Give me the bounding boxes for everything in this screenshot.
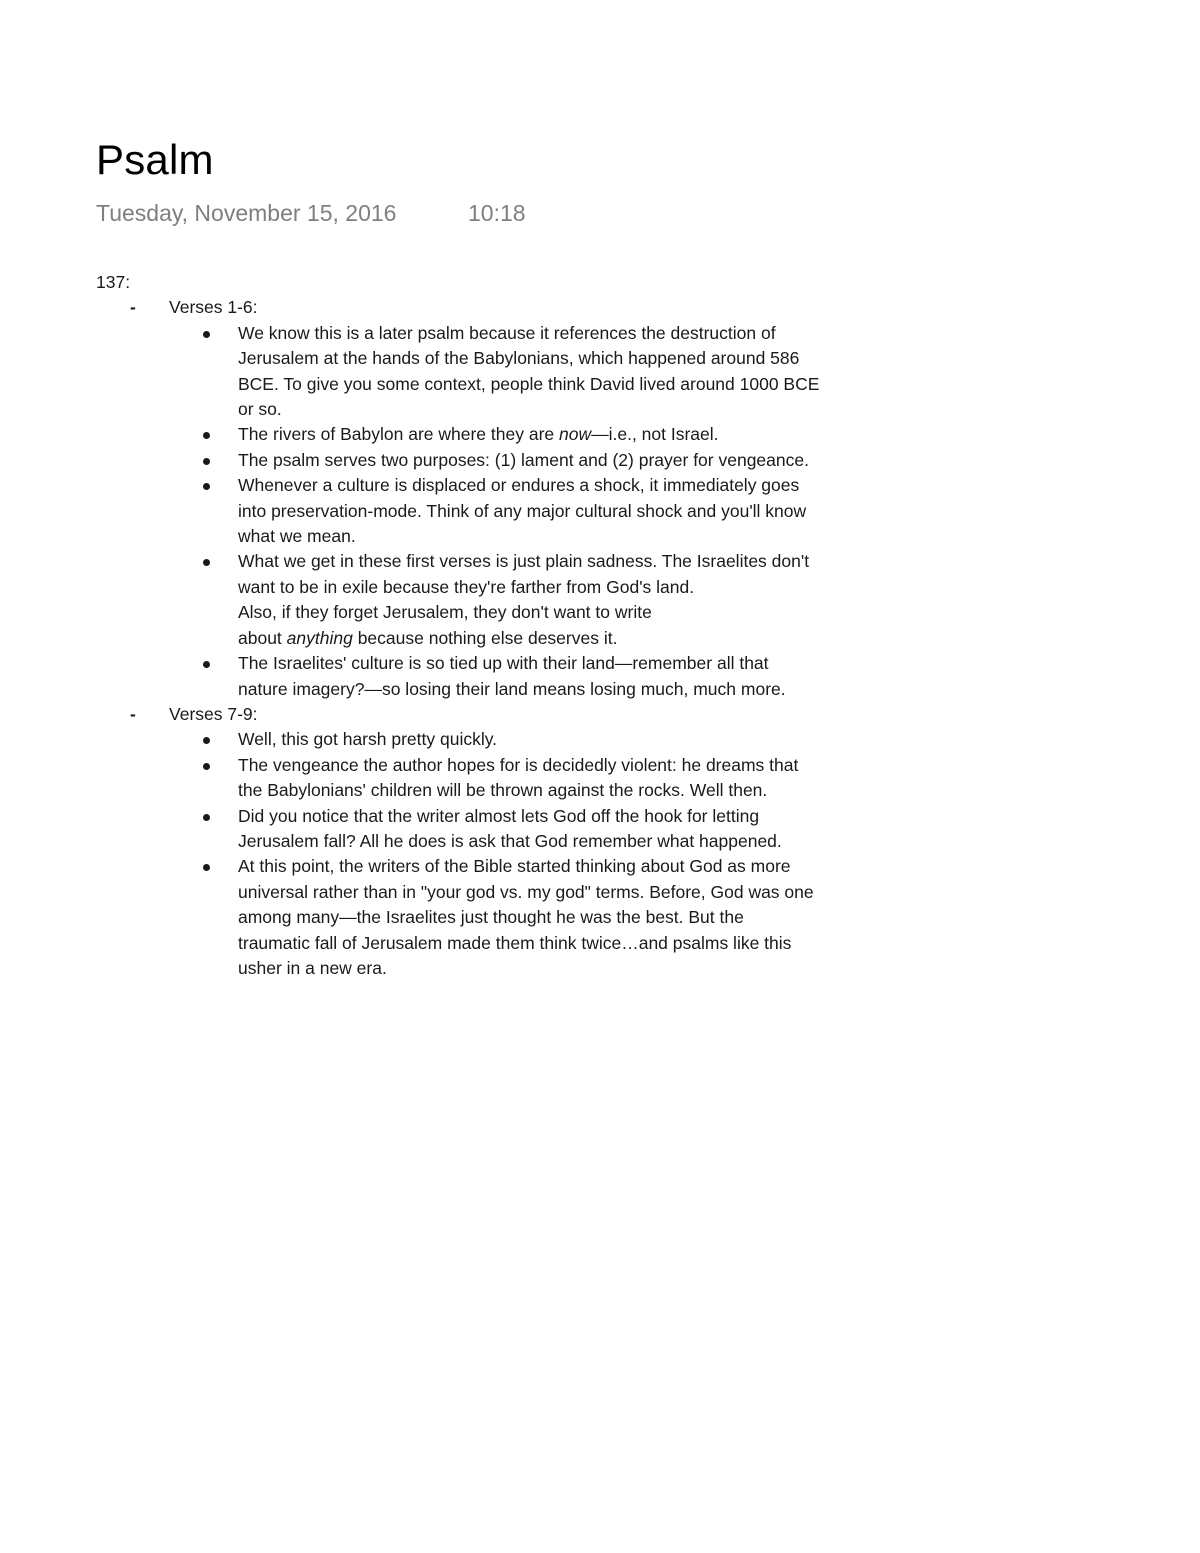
text-run: because nothing else deserves it. (352, 627, 618, 648)
bullet-list (169, 727, 896, 981)
bullet-item (169, 727, 874, 752)
bullet-item (169, 422, 874, 447)
bullet-item (169, 448, 874, 473)
bullet-item (169, 473, 874, 549)
bullet-list (169, 321, 896, 702)
bullet-text-line: traumatic fall of Jerusalem made them think twice…and psalms like this (238, 932, 792, 953)
bullet-text-line: The psalm serves two purposes: (1) lament and (2) prayer for vengeance. (238, 449, 809, 470)
section-label: Verses 7-9: (169, 703, 258, 724)
bullet-text-line: Well, this got harsh pretty quickly. (238, 729, 498, 750)
bullet-text-line: usher in a new era. (238, 957, 387, 978)
dash-bullet-icon: - (130, 703, 136, 724)
bullet-text-line: Jerusalem fall? All he does is ask that God remember what happened. (238, 830, 782, 851)
section-item (96, 702, 896, 981)
bullet-dot-icon (203, 737, 210, 744)
bullet-text-line: or so. (238, 399, 282, 420)
bullet-dot-icon (203, 864, 210, 871)
bullet-text-line: Did you notice that the writer almost lets God off the hook for letting (238, 805, 760, 826)
text-run: about (238, 627, 287, 648)
page-title: Psalm (96, 136, 214, 183)
bullet-text-line: among many—the Israelites just thought he was the best. But the (238, 907, 744, 928)
bullet-text-line: The vengeance the author hopes for is decidedly violent: he dreams that (238, 754, 799, 775)
bullet-dot-icon (203, 661, 210, 668)
bullet-item (169, 804, 874, 855)
bullet-text-line: At this point, the writers of the Bible started thinking about God as more (238, 856, 791, 877)
bullet-item (169, 651, 874, 702)
section-list (96, 295, 896, 981)
bullet-item (169, 321, 874, 423)
bullet-text-line: what we mean. (238, 526, 356, 547)
text-run: —i.e., not Israel. (591, 424, 719, 445)
bullet-item (169, 753, 874, 804)
bullet-dot-icon (203, 559, 210, 566)
page-date: Tuesday, November 15, 2016 (96, 200, 397, 226)
bullet-dot-icon (203, 458, 210, 465)
bullet-text-line: the Babylonians' children will be thrown against the rocks. Well then. (238, 780, 768, 801)
bullet-text-line (238, 626, 874, 651)
bullet-text-line: into preservation-mode. Think of any major cultural shock and you'll know (238, 500, 807, 521)
bullet-text-line: want to be in exile because they're farther from God's land. (238, 576, 695, 597)
bullet-dot-icon (203, 331, 210, 338)
bullet-text-line: We know this is a later psalm because it references the destruction of (238, 322, 776, 343)
bullet-dot-icon (203, 763, 210, 770)
emphasized-word: anything (286, 627, 353, 648)
bullet-text-line: What we get in these first verses is just plain sadness. The Israelites don't (238, 551, 810, 572)
emphasized-word: now (559, 424, 592, 445)
text-run: The rivers of Babylon are where they are (238, 424, 559, 445)
bullet-text-line (238, 422, 874, 447)
bullet-text-line: nature imagery?—so losing their land means losing much, much more. (238, 678, 786, 699)
bullet-text-line: BCE. To give you some context, people think David lived around 1000 BCE (238, 373, 820, 394)
bullet-text-line: The Israelites' culture is so tied up with their land—remember all that (238, 653, 769, 674)
bullet-item (169, 854, 874, 981)
section-label: Verses 1-6: (169, 297, 258, 318)
bullet-text-line: Jerusalem at the hands of the Babylonians, which happened around 586 (238, 348, 800, 369)
bullet-text-line: Also, if they forget Jerusalem, they don't want to write (238, 602, 652, 623)
bullet-text-line: universal rather than in "your god vs. my god" terms. Before, God was one (238, 881, 814, 902)
date-time-row (96, 198, 526, 228)
bullet-text-line: Whenever a culture is displaced or endures a shock, it immediately goes (238, 475, 800, 496)
psalm-number-heading: 137: (96, 272, 131, 292)
bullet-dot-icon (203, 814, 210, 821)
dash-bullet-icon: - (130, 297, 136, 318)
bullet-dot-icon (203, 432, 210, 439)
note-content (96, 270, 896, 981)
section-item (96, 295, 896, 702)
bullet-item (169, 549, 874, 651)
bullet-dot-icon (203, 483, 210, 490)
page-time: 10:18 (468, 200, 526, 226)
